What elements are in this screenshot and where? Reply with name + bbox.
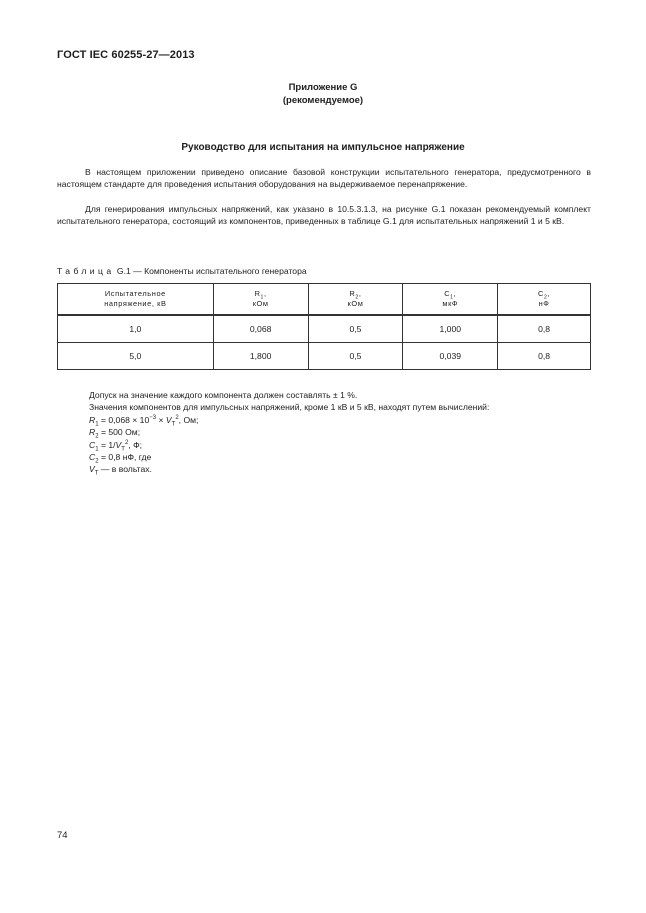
formula-r1-part-a: = 0,068 × 10: [98, 414, 150, 425]
paragraph-2-text: Для генерирования импульсных напряжений, как указано в 10.5.3.1.3, на рисунке G.1 показан рекомендуемый комплект испытательного генератора, состоящий из компонентов, приведенных в таблице G.1 для испытательных напряжений 1 и 5 кВ.: [57, 204, 591, 227]
cell-r2: 0,5: [308, 343, 403, 370]
notes-block: [89, 389, 489, 476]
header-c1-sub: 1: [450, 294, 454, 301]
table-row: [58, 315, 591, 343]
header-r1: $R_1$, кОм: [213, 284, 308, 316]
header-c1-symbol: C: [444, 289, 451, 298]
header-c1-unit: мкФ: [442, 299, 459, 308]
main-title: Руководство для испытания на импульсное напряжение: [181, 142, 465, 153]
header-r1-unit: кОм: [252, 299, 269, 308]
formula-r1: $R_1 = 0,068 \times 10^{-3} \times V_T^2$, Ом;: [89, 414, 199, 428]
table-row: [58, 343, 591, 370]
header-voltage-line2: напряжение, кВ: [104, 299, 167, 308]
header-r1-sub: 1: [260, 294, 265, 301]
paragraph-2: [57, 203, 591, 227]
tolerance-note: Допуск на значение каждого компонента должен составлять ± 1 %.: [89, 390, 358, 400]
formula-c1-part-b: , Ф;: [128, 439, 143, 450]
header-c2-symbol: C: [538, 289, 544, 298]
formula-c2: $C_2 = 0,8$ нФ, где: [89, 452, 152, 465]
cell-c1: 1,000: [403, 315, 498, 343]
annex-status: (рекомендуемое): [282, 95, 364, 106]
formula-c1-part-a: = 1/: [98, 439, 116, 450]
header-voltage: [58, 284, 214, 316]
formula-r1-part-b: ×: [156, 414, 166, 425]
header-r2-symbol: R: [349, 289, 356, 298]
calculation-intro: Значения компонентов для импульсных напряжений, кроме 1 кВ и 5 кВ, находят путем вычислений:: [89, 402, 490, 413]
paragraph-1: [57, 166, 591, 190]
paragraph-1-text: В настоящем приложении приведено описание базовой конструкции испытательного генератора, предусмотренного в настоящем стандарте для проведения испытания оборудования на выдерживаемое перенапряжение.: [57, 167, 591, 190]
components-table: [57, 283, 591, 370]
header-r1-symbol: R: [254, 289, 261, 298]
table-caption-text: G.1 — Компоненты испытательного генератора: [116, 266, 307, 276]
header-r2: $R_2$, кОм: [308, 284, 403, 316]
header-r2-sub: 2: [355, 294, 359, 301]
cell-voltage: 1,0: [58, 315, 214, 343]
header-c1: $C_1$, мкФ: [403, 284, 498, 316]
header-c2: $C_2$, нФ: [498, 284, 591, 316]
formula-r1-exponent: −3: [149, 414, 157, 421]
cell-c2: 0,8: [498, 343, 591, 370]
formula-r1-part-c: , Ом;: [178, 414, 199, 425]
formula-c1: $C_1 = 1/V_T^2$, Ф;: [89, 439, 143, 453]
table-caption: [57, 266, 307, 276]
header-r2-unit: кОм: [347, 299, 364, 308]
page-number: 74: [57, 830, 68, 841]
cell-voltage: 5,0: [58, 343, 214, 370]
formula-r2: $R_2 = 500$ Ом;: [89, 427, 141, 440]
header-c2-sub: 2: [543, 294, 548, 301]
table-caption-prefix: Таблица: [57, 266, 115, 276]
header-c2-unit: нФ: [538, 299, 550, 308]
table-header-row: [58, 284, 591, 316]
cell-c2: 0,8: [498, 315, 591, 343]
cell-r2: 0,5: [308, 315, 403, 343]
vt-definition-text: — в вольтах.: [98, 464, 152, 475]
standard-header: ГОСТ IEC 60255-27—2013: [57, 49, 195, 61]
cell-c1: 0,039: [403, 343, 498, 370]
cell-r1: 0,068: [213, 315, 308, 343]
annex-title: Приложение G: [288, 82, 358, 93]
annex-heading: [0, 81, 646, 107]
formula-r2-text: = 500 Ом;: [98, 427, 141, 438]
formula-c2-text: = 0,8 нФ, где: [98, 452, 152, 463]
cell-r1: 1,800: [213, 343, 308, 370]
vt-definition: $V_T$ — в вольтах.: [89, 464, 152, 478]
header-voltage-line1: Испытательное: [104, 289, 166, 298]
